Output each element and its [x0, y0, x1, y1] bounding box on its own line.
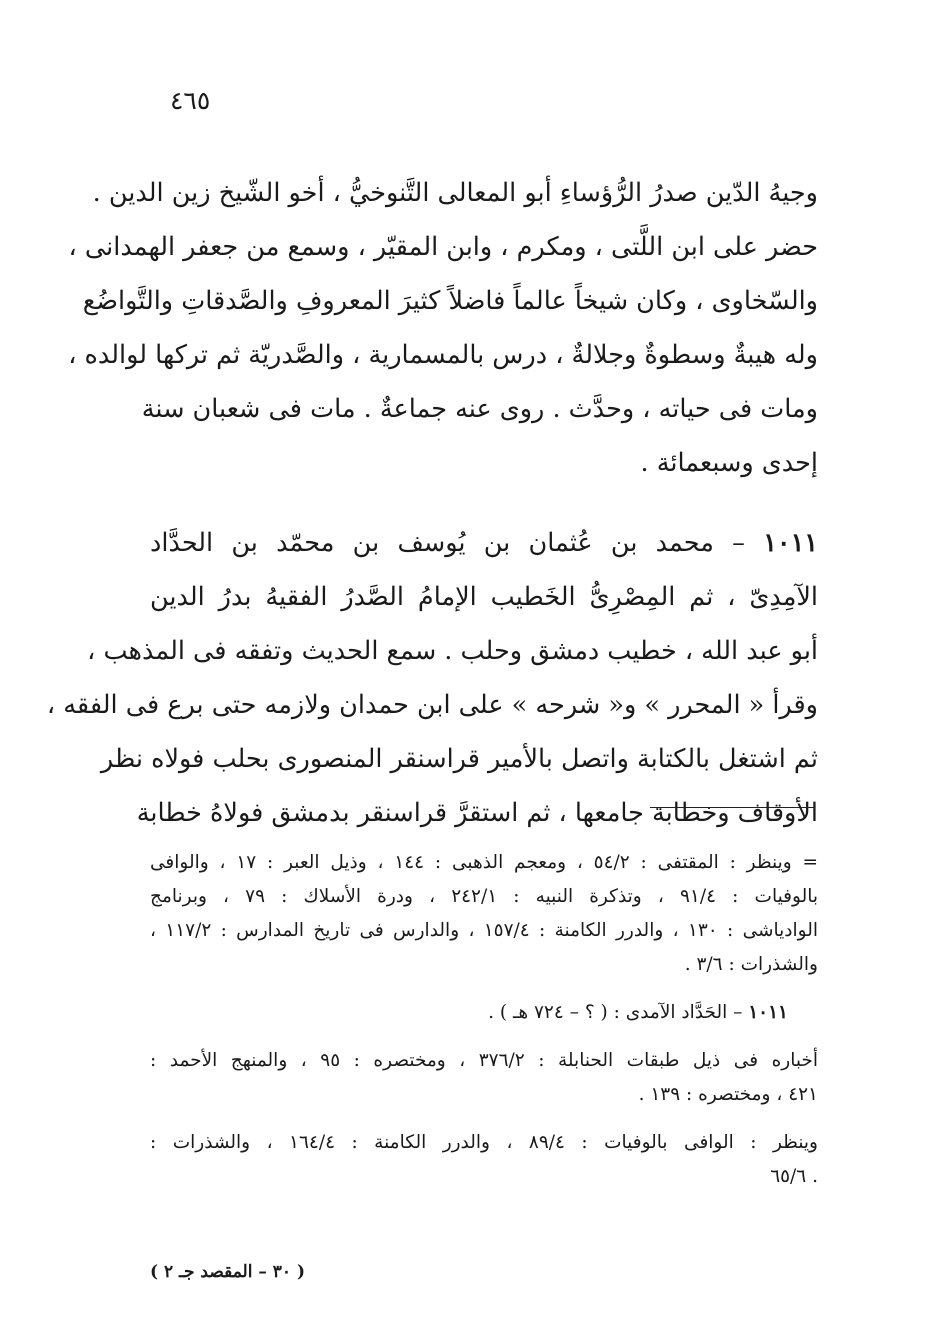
- footnote-line: والشذرات : ٣/٦ .: [684, 954, 818, 975]
- footnote-separator: [650, 807, 815, 808]
- text-line: الأوقاف وخطابة جامعها ، ثم استقرَّ قراسنقر بدمشق فولاهُ خطابة: [136, 798, 818, 828]
- footnote-entry-text: – الحَدَّاد الآمدى : ( ؟ – ٧٢٤ هـ ) .: [488, 1002, 743, 1023]
- entry-heading-text: – محمد بن عُثمان بن يُوسف بن محمّد بن الحدَّاد: [150, 528, 745, 558]
- text-line: أبو عبد الله ، خطيب دمشق وحلب . سمع الحديث وتفقه فى المذهب ،: [87, 636, 818, 666]
- text-line: وقرأ « المحرر » و« شرحه » على ابن حمدان ولازمه حتى برع فى الفقه ،: [46, 690, 818, 720]
- text-line: حضر على ابن اللَّتى ، ومكرم ، وابن المقيّر ، وسمع من جعفر الهمدانى ،: [68, 232, 818, 262]
- footnote-entry-number: ١٠١١: [748, 1002, 788, 1023]
- text-line: وجيهُ الدّين صدرُ الرُّؤساءِ أبو المعالى التَّنوخيُّ ، أخو الشّيخ زين الدين .: [92, 178, 818, 208]
- text-line: وله هيبةٌ وسطوةٌ وجلالةٌ ، درس بالمسمارية ، والصَّدريّة ثم تركها لوالده ،: [68, 340, 818, 370]
- printer-signature: ( ٣٠ – المقصد جـ ٢ ): [150, 1262, 306, 1282]
- text-line: ثم اشتغل بالكتابة واتصل بالأمير قراسنقر المنصورى بحلب فولاه نظر: [100, 744, 818, 774]
- footnote-line: وينظر : الوافى بالوفيات : ٨٩/٤ ، والدرر الكامنة : ١٦٤/٤ ، والشذرات :: [150, 1132, 818, 1153]
- entry-heading-line: [150, 516, 818, 570]
- footnote-line: . ٦٥/٦: [770, 1166, 818, 1187]
- footnote-line: أخباره فى ذيل طبقات الحنابلة : ٣٧٦/٢ ، ومختصره : ٩٥ ، والمنهج الأحمد :: [150, 1050, 819, 1071]
- text-line: الآمِدِىّ ، ثم المِصْرِىُّ الخَطيب الإمامُ الصَّدرُ الفقيهُ بدرُ الدين: [150, 582, 818, 612]
- footnotes: [150, 846, 818, 1194]
- main-text: [46, 166, 818, 840]
- page-number: ٤٦٥: [170, 86, 211, 115]
- text-line: إحدى وسبعمائة .: [640, 448, 818, 478]
- footnote-line: الوادياشى : ١٣٠ ، والدرر الكامنة : ١٥٧/٤ ، والدارس فى تاريخ المدارس : ١١٧/٢ ،: [150, 920, 819, 941]
- entry-number: ١٠١١: [763, 528, 818, 558]
- footnote-line: = وينظر : المقتفى : ٥٤/٢ ، ومعجم الذهبى : ١٤٤ ، وذيل العبر : ١٧ ، والوافى: [150, 852, 818, 873]
- footnote-line: بالوفيات : ٩١/٤ ، وتذكرة النبيه : ٢٤٢/١ ، ودرة الأسلاك : ٧٩ ، وبرنامج: [150, 886, 818, 907]
- footnote-entry-heading: [150, 996, 818, 1030]
- text-line: ومات فى حياته ، وحدَّث . روى عنه جماعةٌ . مات فى شعبان سنة: [141, 394, 818, 424]
- text-line: والسّخاوى ، وكان شيخاً عالماً فاضلاً كثيرَ المعروفِ والصَّدقاتِ والتَّواضُع: [82, 286, 818, 316]
- footnote-line: ٤٢١ ، ومختصره : ١٣٩ .: [638, 1084, 818, 1105]
